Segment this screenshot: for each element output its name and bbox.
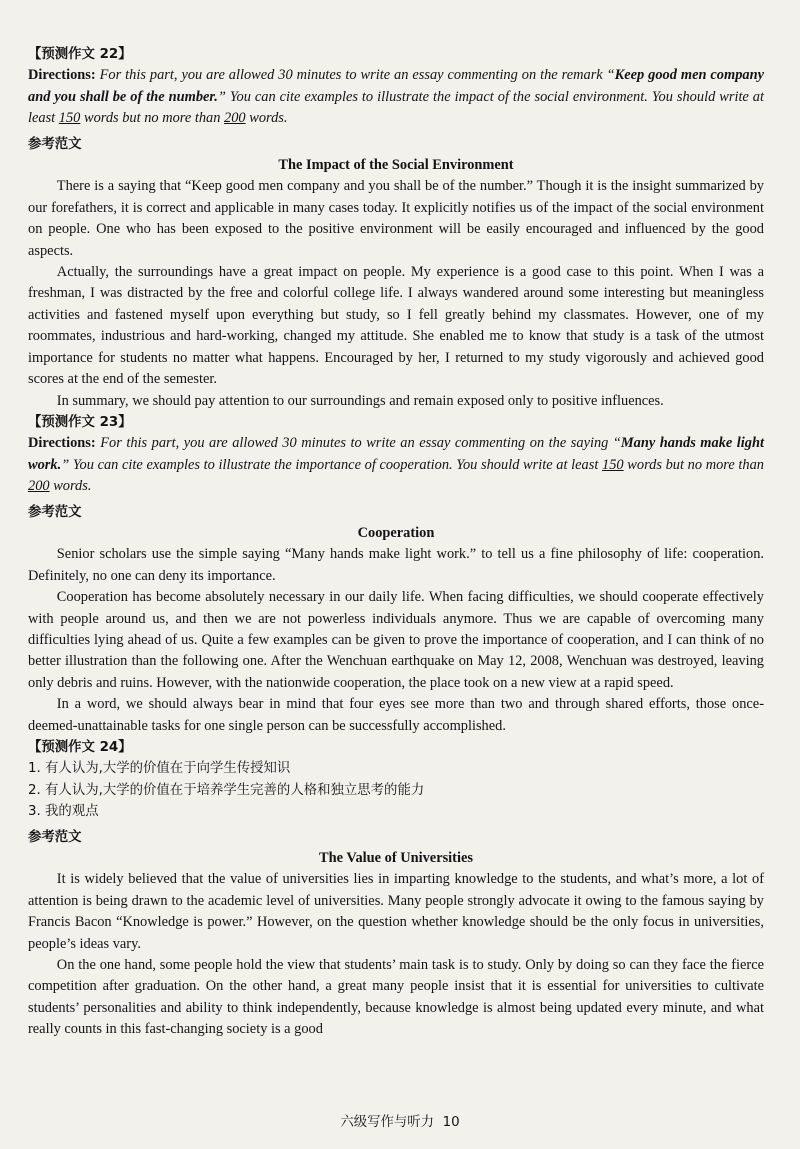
directions-text: ” You can cite examples to illustrate the importance of cooperation. You should write at least	[61, 456, 603, 473]
reference-essay-label: 参考范文	[28, 136, 82, 152]
essay-paragraph: It is widely believed that the value of universities lies in imparting knowledge to the students, and what’s more, a lot of attention is being drawn to the academic level of universities. Many people strongly advocate it owing to the famous saying by Francis Bacon “Knowledge is power.” However, on the question whether knowledge should be the only focus in universities, people’s ideas vary.	[28, 871, 764, 952]
page-footer	[0, 1112, 800, 1133]
section-22	[28, 44, 764, 412]
directions-text: ” You can cite examples to illustrate the impact of the social environment. You should write at least	[28, 88, 764, 127]
min-word-count: 150	[58, 110, 81, 127]
min-word-count: 150	[602, 456, 624, 473]
essay-paragraph: In summary, we should pay attention to our surroundings and remain exposed only to positive influences.	[56, 392, 664, 409]
directions	[28, 433, 764, 497]
directions-text: For this part, you are allowed 30 minutes to write an essay commenting on the remark “	[95, 67, 615, 84]
reference-essay-label: 参考范文	[28, 504, 82, 520]
directions-label: Directions:	[28, 67, 96, 84]
page-number: 10	[442, 1115, 460, 1130]
essay-paragraph: In a word, we should always bear in mind that four eyes see more than two and through shared efforts, those once-deemed-unattainable tasks for one single person can be successfully accomplished.	[28, 696, 764, 734]
remark-quote: Keep good men company and you shall be of the number.	[28, 67, 764, 105]
section-23	[28, 412, 764, 737]
outline-item: 2. 有人认为,大学的价值在于培养学生完善的人格和独立思考的能力	[28, 782, 425, 798]
directions-text: words but no more than	[80, 110, 225, 127]
directions-text: For this part, you are allowed 30 minutes to write an essay commenting on the saying “	[95, 435, 621, 452]
reference-essay-label: 参考范文	[28, 829, 82, 845]
section-heading: 【预测作文 24】	[28, 740, 132, 755]
remark-quote: Many hands make light work.	[28, 435, 764, 473]
max-word-count: 200	[28, 478, 50, 495]
section-heading: 【预测作文 23】	[28, 414, 132, 430]
directions-text: words.	[245, 110, 288, 127]
essay-paragraph: There is a saying that “Keep good men company and you shall be of the number.” Though it is the insight summarized by our forefathers, it is correct and applicable in many cases today. It explicitly notifies us of the impact of the social environment on people. One who has been exposed to the positive environment will be easily encouraged and influenced by the good aspects.	[28, 178, 764, 259]
essay-paragraph: On the one hand, some people hold the view that students’ main task is to study. Only by doing so can they face the fierce competition after graduation. On the other hand, a great many people insist that it is essential for universities to cultivate students’ personalities and ability to think independently, because knowledge is almost being updated every minute, and what really counts in this fast-changing society is a good	[28, 957, 764, 1038]
essay-title: Cooperation	[357, 524, 435, 541]
essay-paragraph: Senior scholars use the simple saying “Many hands make light work.” to tell us a fine philosophy of life: cooperation. Definitely, no one can deny its importance.	[28, 546, 764, 584]
directions-text: words but no more than	[623, 456, 764, 473]
essay-paragraph: Cooperation has become absolutely necessary in our daily life. When facing difficulties, we should cooperate effectively with people around us, and then we are not powerless individuals anymore. Thus we are capable of overcoming many difficulties lying ahead of us. Quite a few examples can be given to prove the importance of cooperation, and I can think of no better illustration than the following one. After the Wenchuan earthquake on May 12, 2008, Wenchuan was destroyed, leaving only debris and ruins. However, with the nationwide cooperation, the place took on a new view at a rapid speed.	[28, 589, 764, 691]
directions-text: words.	[49, 478, 92, 495]
outline-item: 3. 我的观点	[28, 804, 99, 820]
directions-label: Directions:	[28, 435, 96, 452]
page-content	[28, 44, 764, 1041]
max-word-count: 200	[224, 110, 246, 127]
essay-paragraph: Actually, the surroundings have a great impact on people. My experience is a good case to this point. When I was a freshman, I was distracted by the free and colorful college life. I always wandered around some interesting but meaningless activities and fastened myself upon everything but study, so I fell greatly behind my classmates. However, one of my roommates, industrious and hard-working, changed my attitude. She enabled me to know that study is a task of the utmost importance for students no matter what happens. Encouraged by her, I returned to my study vigorously and achieved good scores at the end of the semester.	[28, 264, 764, 388]
book-title: 六级写作与听力	[340, 1115, 435, 1130]
essay-title: The Value of Universities	[319, 850, 473, 867]
section-24	[28, 737, 764, 1041]
directions	[28, 65, 764, 129]
outline-item: 1. 有人认为,大学的价值在于向学生传授知识	[28, 761, 291, 777]
essay-title: The Impact of the Social Environment	[278, 157, 514, 174]
section-heading: 【预测作文 22】	[28, 47, 132, 62]
